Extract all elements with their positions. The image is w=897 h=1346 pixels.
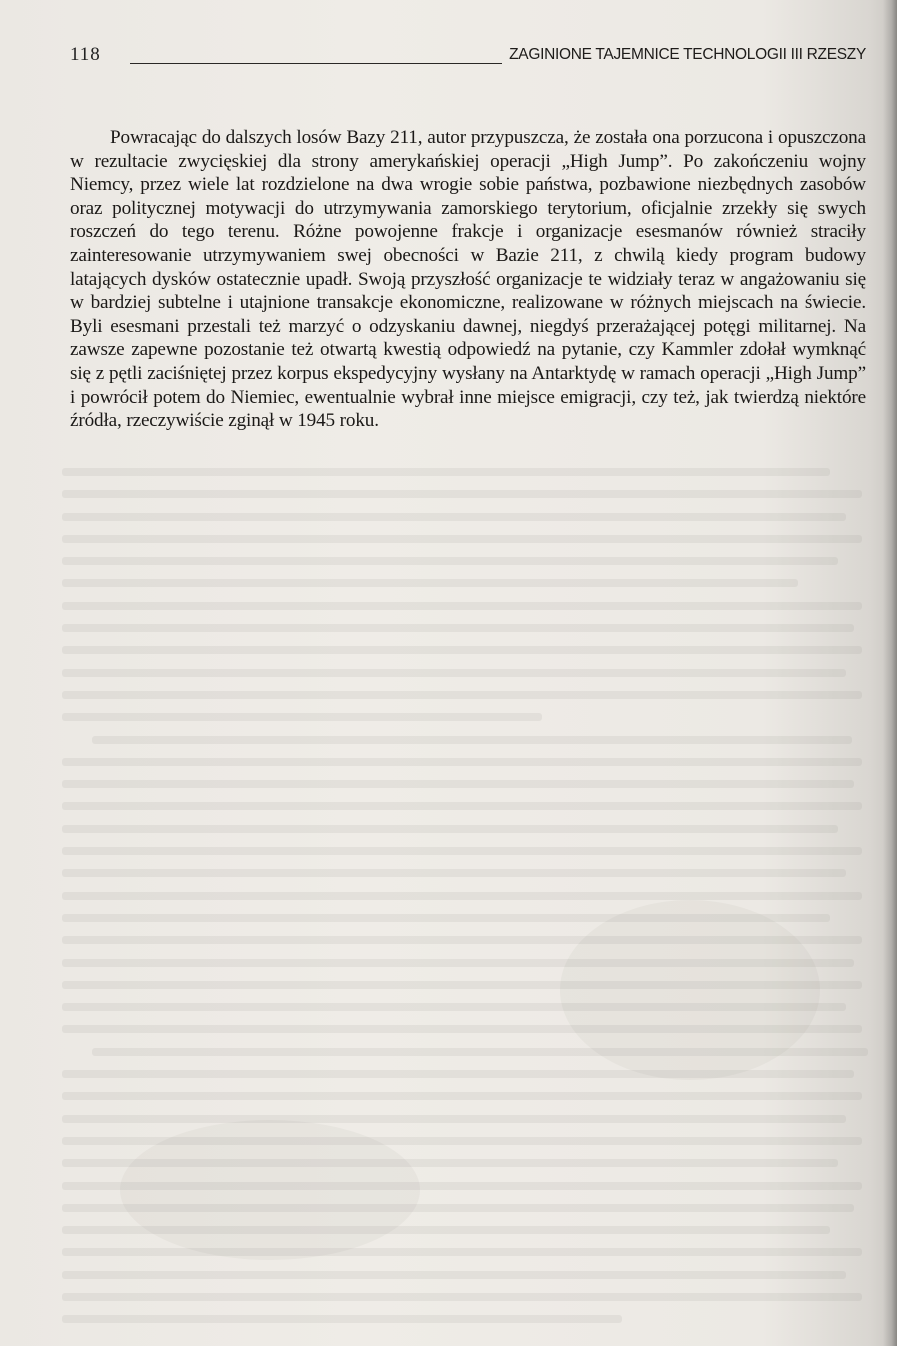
show-through-line bbox=[62, 713, 542, 721]
show-through-line bbox=[92, 736, 852, 744]
show-through-line bbox=[62, 490, 862, 498]
show-through-line bbox=[62, 1092, 862, 1100]
show-through-line bbox=[62, 624, 854, 632]
show-through-line bbox=[62, 892, 862, 900]
show-through-line bbox=[62, 1248, 862, 1256]
show-through-line bbox=[62, 758, 862, 766]
show-through-line bbox=[62, 468, 830, 476]
show-through-line bbox=[62, 1271, 846, 1279]
show-through-line bbox=[62, 847, 862, 855]
show-through-line bbox=[62, 691, 862, 699]
show-through-line bbox=[62, 869, 846, 877]
show-through-line bbox=[62, 825, 838, 833]
show-through-line bbox=[62, 1293, 862, 1301]
show-through-line bbox=[62, 579, 798, 587]
show-through-line bbox=[62, 535, 862, 543]
page-number: 118 bbox=[70, 44, 101, 65]
running-head: ZAGINIONE TAJEMNICE TECHNOLOGII III RZESZY bbox=[509, 46, 866, 63]
body-paragraph: Powracając do dalszych losów Bazy 211, autor przypuszcza, że została ona porzucona i opuszczona w rezultacie zwycięskiej dla strony amerykańskiej operacji „High Jump”. Po zakończeniu wojny Niemcy, przez wiele lat rozdzielone na dwa wrogie sobie państwa, pozbawione niezbędnych zasobów oraz politycznej motywacji do utrzymywania zamorskiego terytorium, oficjalnie zrzekły się swych roszczeń do tego terenu. Różne powojenne frakcje i organizacje esesmanów również straciły zainteresowanie utrzymywaniem swej obecności w Bazie 211, z chwilą kiedy program budowy latających dysków ostatecznie upadł. Swoją przyszłość organizacje te widziały teraz w angażowaniu się w bardziej subtelne i utajnione transakcje ekonomiczne, realizowane w różnych miejscach na świecie. Byli esesmani przestali też marzyć o odzyskaniu dawnej, niegdyś przerażającej potęgi militarnej. Na zawsze zapewne pozostanie też otwartą kwestią odpowiedź na pytanie, czy Kammler zdołał wymknąć się z pętli zaciśniętej przez korpus ekspedycyjny wysłany na Antarktydę w ramach operacji „High Jump” i powrócił potem do Niemiec, ewentualnie wybrał inne miejsce emigracji, czy też, jak twierdzą niektóre źródła, rzeczywiście zginął w 1945 roku. bbox=[70, 127, 866, 432]
page-edge-shadow bbox=[883, 0, 897, 1346]
show-through-line bbox=[62, 1315, 622, 1323]
show-through-line bbox=[62, 557, 838, 565]
show-through-line bbox=[62, 1115, 846, 1123]
header-rule bbox=[130, 63, 502, 64]
show-through-line bbox=[62, 513, 846, 521]
show-through-line bbox=[62, 669, 846, 677]
page-header bbox=[70, 44, 866, 70]
show-through-line bbox=[62, 646, 862, 654]
show-through-line bbox=[62, 602, 862, 610]
paper-smudge bbox=[120, 1120, 420, 1260]
paper-smudge bbox=[560, 900, 820, 1080]
show-through-line bbox=[62, 802, 862, 810]
show-through-line bbox=[62, 780, 854, 788]
